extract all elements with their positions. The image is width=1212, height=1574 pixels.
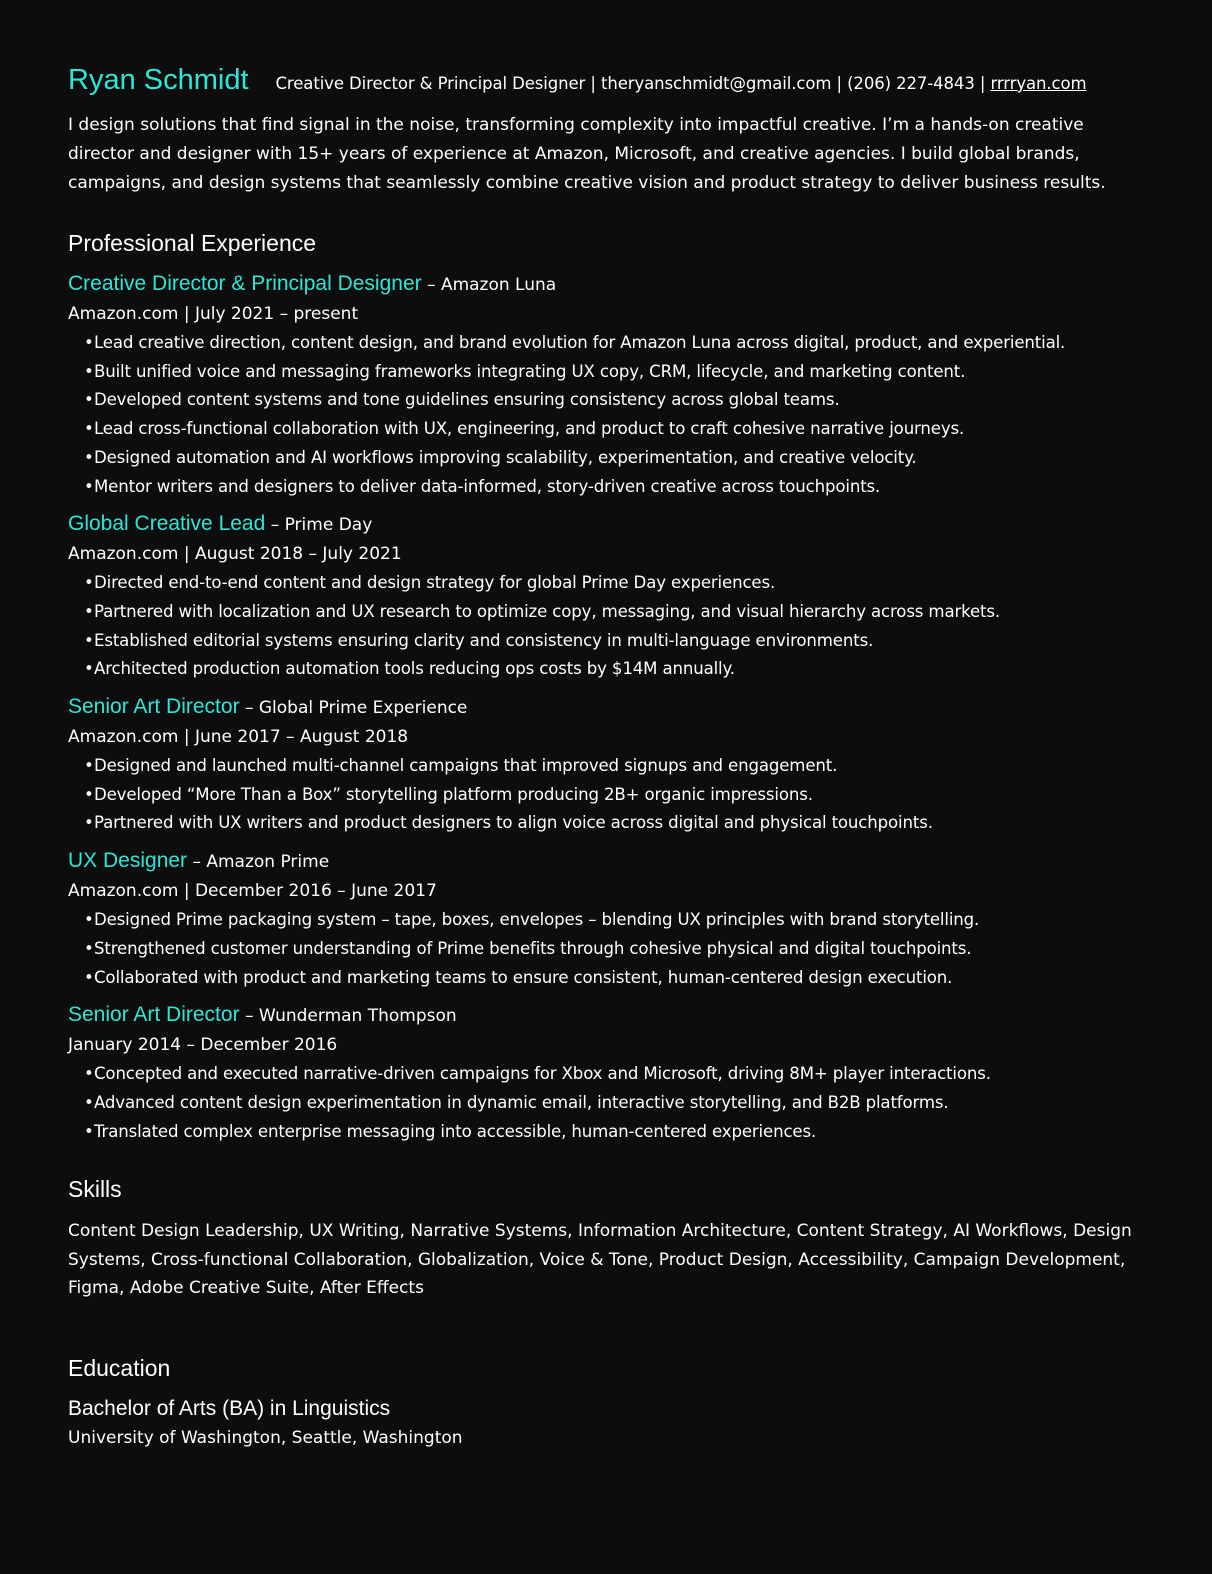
job-bullet xyxy=(84,415,1144,444)
job-bullet xyxy=(84,906,1144,935)
bullet-glyph: • xyxy=(84,361,94,381)
job-bullet xyxy=(84,964,1144,993)
bullet-text: Strengthened customer understanding of Prime benefits through cohesive physical and digital touchpoints. xyxy=(94,938,972,958)
job-entry xyxy=(68,1000,1144,1146)
job-company-dates: Amazon.com | July 2021 – present xyxy=(68,304,359,324)
job-bullet xyxy=(84,627,1144,656)
bullet-text: Concepted and executed narrative-driven campaigns for Xbox and Microsoft, driving 8M+ player interactions. xyxy=(94,1064,991,1084)
job-bullet xyxy=(84,1089,1144,1118)
job-title: Global Creative Lead xyxy=(68,512,266,536)
bullet-text: Architected production automation tools reducing ops costs by $14M annually. xyxy=(94,659,735,679)
job-title: Senior Art Director xyxy=(68,1003,240,1027)
job-bullet xyxy=(84,473,1144,502)
job-bullet-list xyxy=(68,569,1144,684)
bullet-glyph: • xyxy=(84,659,94,679)
job-bullet xyxy=(84,809,1144,838)
job-entry xyxy=(68,846,1144,992)
job-organization: – Prime Day xyxy=(265,515,373,536)
bullet-glyph: • xyxy=(84,476,94,496)
bullet-glyph: • xyxy=(84,938,94,958)
bullet-glyph: • xyxy=(84,390,94,410)
job-bullet xyxy=(84,1060,1144,1089)
job-bullet-list xyxy=(68,329,1144,501)
bullet-text: Designed and launched multi-channel campaigns that improved signups and engagement. xyxy=(94,756,838,776)
bullet-text: Designed automation and AI workflows improving scalability, experimentation, and creative velocity. xyxy=(94,447,917,467)
bullet-text: Partnered with UX writers and product designers to align voice across digital and physical touchpoints. xyxy=(94,813,933,833)
job-bullet xyxy=(84,329,1144,358)
job-bullet-list xyxy=(68,906,1144,992)
separator: | xyxy=(974,74,991,93)
degree-title: Bachelor of Arts (BA) in Linguistics xyxy=(68,1396,391,1420)
bullet-glyph: • xyxy=(84,601,94,621)
skills-list: Content Design Leadership, UX Writing, Narrative Systems, Information Architecture, Content Strategy, AI Workflows, Design Systems, Cross-functional Collaboration, Globalization, Voice & Tone, Product Design, Accessibility, Campaign Development, Figma, Adobe Creative Suite, After Effects xyxy=(68,1221,1132,1299)
bullet-text: Translated complex enterprise messaging into accessible, human-centered experiences. xyxy=(94,1121,817,1141)
bullet-text: Developed content systems and tone guidelines ensuring consistency across global teams. xyxy=(94,390,840,410)
bullet-glyph: • xyxy=(84,784,94,804)
job-company-dates: January 2014 – December 2016 xyxy=(68,1035,338,1056)
bullet-glyph: • xyxy=(84,630,94,650)
section-title-skills: Skills xyxy=(68,1176,122,1203)
experience-list xyxy=(68,269,1144,1146)
job-bullet xyxy=(84,598,1144,627)
contact-line xyxy=(276,74,1087,93)
job-bullet xyxy=(84,781,1144,810)
resume-header xyxy=(68,64,1144,97)
job-bullet-list xyxy=(68,752,1144,838)
job-bullet-list xyxy=(68,1060,1144,1146)
bullet-glyph: • xyxy=(84,813,94,833)
bullet-text: Advanced content design experimentation in dynamic email, interactive storytelling, and B2B platforms. xyxy=(94,1092,949,1112)
header-role: Creative Director & Principal Designer xyxy=(275,74,586,93)
bullet-glyph: • xyxy=(84,447,94,467)
bullet-text: Lead cross-functional collaboration with UX, engineering, and product to craft cohesive narrative journeys. xyxy=(94,419,965,439)
job-bullet xyxy=(84,358,1144,387)
job-bullet xyxy=(84,935,1144,964)
bullet-text: Collaborated with product and marketing teams to ensure consistent, human-centered design execution. xyxy=(94,967,953,987)
bullet-glyph: • xyxy=(84,910,94,930)
summary-paragraph: I design solutions that find signal in the noise, transforming complexity into impactful creative. I’m a hands-on creative director and designer with 15+ years of experience at Amazon, Microsoft, and creative agencies. I build global brands, campaigns, and design systems that seamlessly combine creative vision and product strategy to deliver business results. xyxy=(68,115,1106,193)
separator: | xyxy=(831,74,848,93)
job-heading xyxy=(68,509,1144,540)
bullet-glyph: • xyxy=(84,573,94,593)
bullet-text: Developed “More Than a Box” storytelling platform producing 2B+ organic impressions. xyxy=(94,784,813,804)
job-company-dates: Amazon.com | August 2018 – July 2021 xyxy=(68,544,402,565)
bullet-glyph: • xyxy=(84,967,94,987)
section-title-education: Education xyxy=(68,1354,171,1381)
bullet-text: Mentor writers and designers to deliver data-informed, story-driven creative across touchpoints. xyxy=(94,476,881,496)
website-link[interactable]: rrrryan.com xyxy=(990,74,1087,93)
job-title: UX Designer xyxy=(68,849,188,873)
job-company-dates: Amazon.com | June 2017 – August 2018 xyxy=(68,727,409,748)
separator: | xyxy=(585,74,601,93)
job-company-dates: Amazon.com | December 2016 – June 2017 xyxy=(68,881,437,902)
job-bullet xyxy=(84,569,1144,598)
phone-number: (206) 227-4843 xyxy=(847,74,975,93)
job-bullet xyxy=(84,752,1144,781)
bullet-text: Designed Prime packaging system – tape, boxes, envelopes – blending UX principles with brand storytelling. xyxy=(94,910,980,930)
job-organization: – Wunderman Thompson xyxy=(239,1006,457,1027)
job-heading xyxy=(68,846,1144,877)
job-bullet xyxy=(84,444,1144,473)
bullet-glyph: • xyxy=(84,756,94,776)
job-organization: – Amazon Luna xyxy=(421,275,557,295)
job-entry xyxy=(68,509,1144,684)
job-title: Senior Art Director xyxy=(68,695,240,719)
job-entry xyxy=(68,692,1144,838)
job-title: Creative Director & Principal Designer xyxy=(68,272,422,295)
bullet-glyph: • xyxy=(84,419,94,439)
job-heading xyxy=(68,269,1144,300)
bullet-glyph: • xyxy=(84,1092,94,1112)
job-heading xyxy=(68,1000,1144,1031)
bullet-text: Directed end-to-end content and design strategy for global Prime Day experiences. xyxy=(94,573,776,593)
job-organization: – Amazon Prime xyxy=(187,852,330,873)
email-address[interactable]: theryanschmidt@gmail.com xyxy=(600,74,832,93)
section-title-experience: Professional Experience xyxy=(68,230,317,256)
bullet-text: Established editorial systems ensuring clarity and consistency in multi-language environments. xyxy=(94,630,874,650)
job-bullet xyxy=(84,386,1144,415)
job-bullet xyxy=(84,655,1144,684)
bullet-text: Lead creative direction, content design, and brand evolution for Amazon Luna across digital, product, and experiential. xyxy=(94,333,1066,352)
school-name: University of Washington, Seattle, Washington xyxy=(68,1427,463,1448)
bullet-glyph: • xyxy=(84,1121,94,1141)
bullet-glyph: • xyxy=(84,333,94,352)
candidate-name: Ryan Schmidt xyxy=(68,64,249,96)
bullet-text: Partnered with localization and UX research to optimize copy, messaging, and visual hierarchy across markets. xyxy=(94,601,1001,621)
bullet-glyph: • xyxy=(84,1064,94,1084)
job-heading xyxy=(68,692,1144,723)
job-entry xyxy=(68,269,1144,501)
job-bullet xyxy=(84,1118,1144,1147)
job-organization: – Global Prime Experience xyxy=(239,698,468,719)
bullet-text: Built unified voice and messaging frameworks integrating UX copy, CRM, lifecycle, and marketing content. xyxy=(94,361,966,381)
